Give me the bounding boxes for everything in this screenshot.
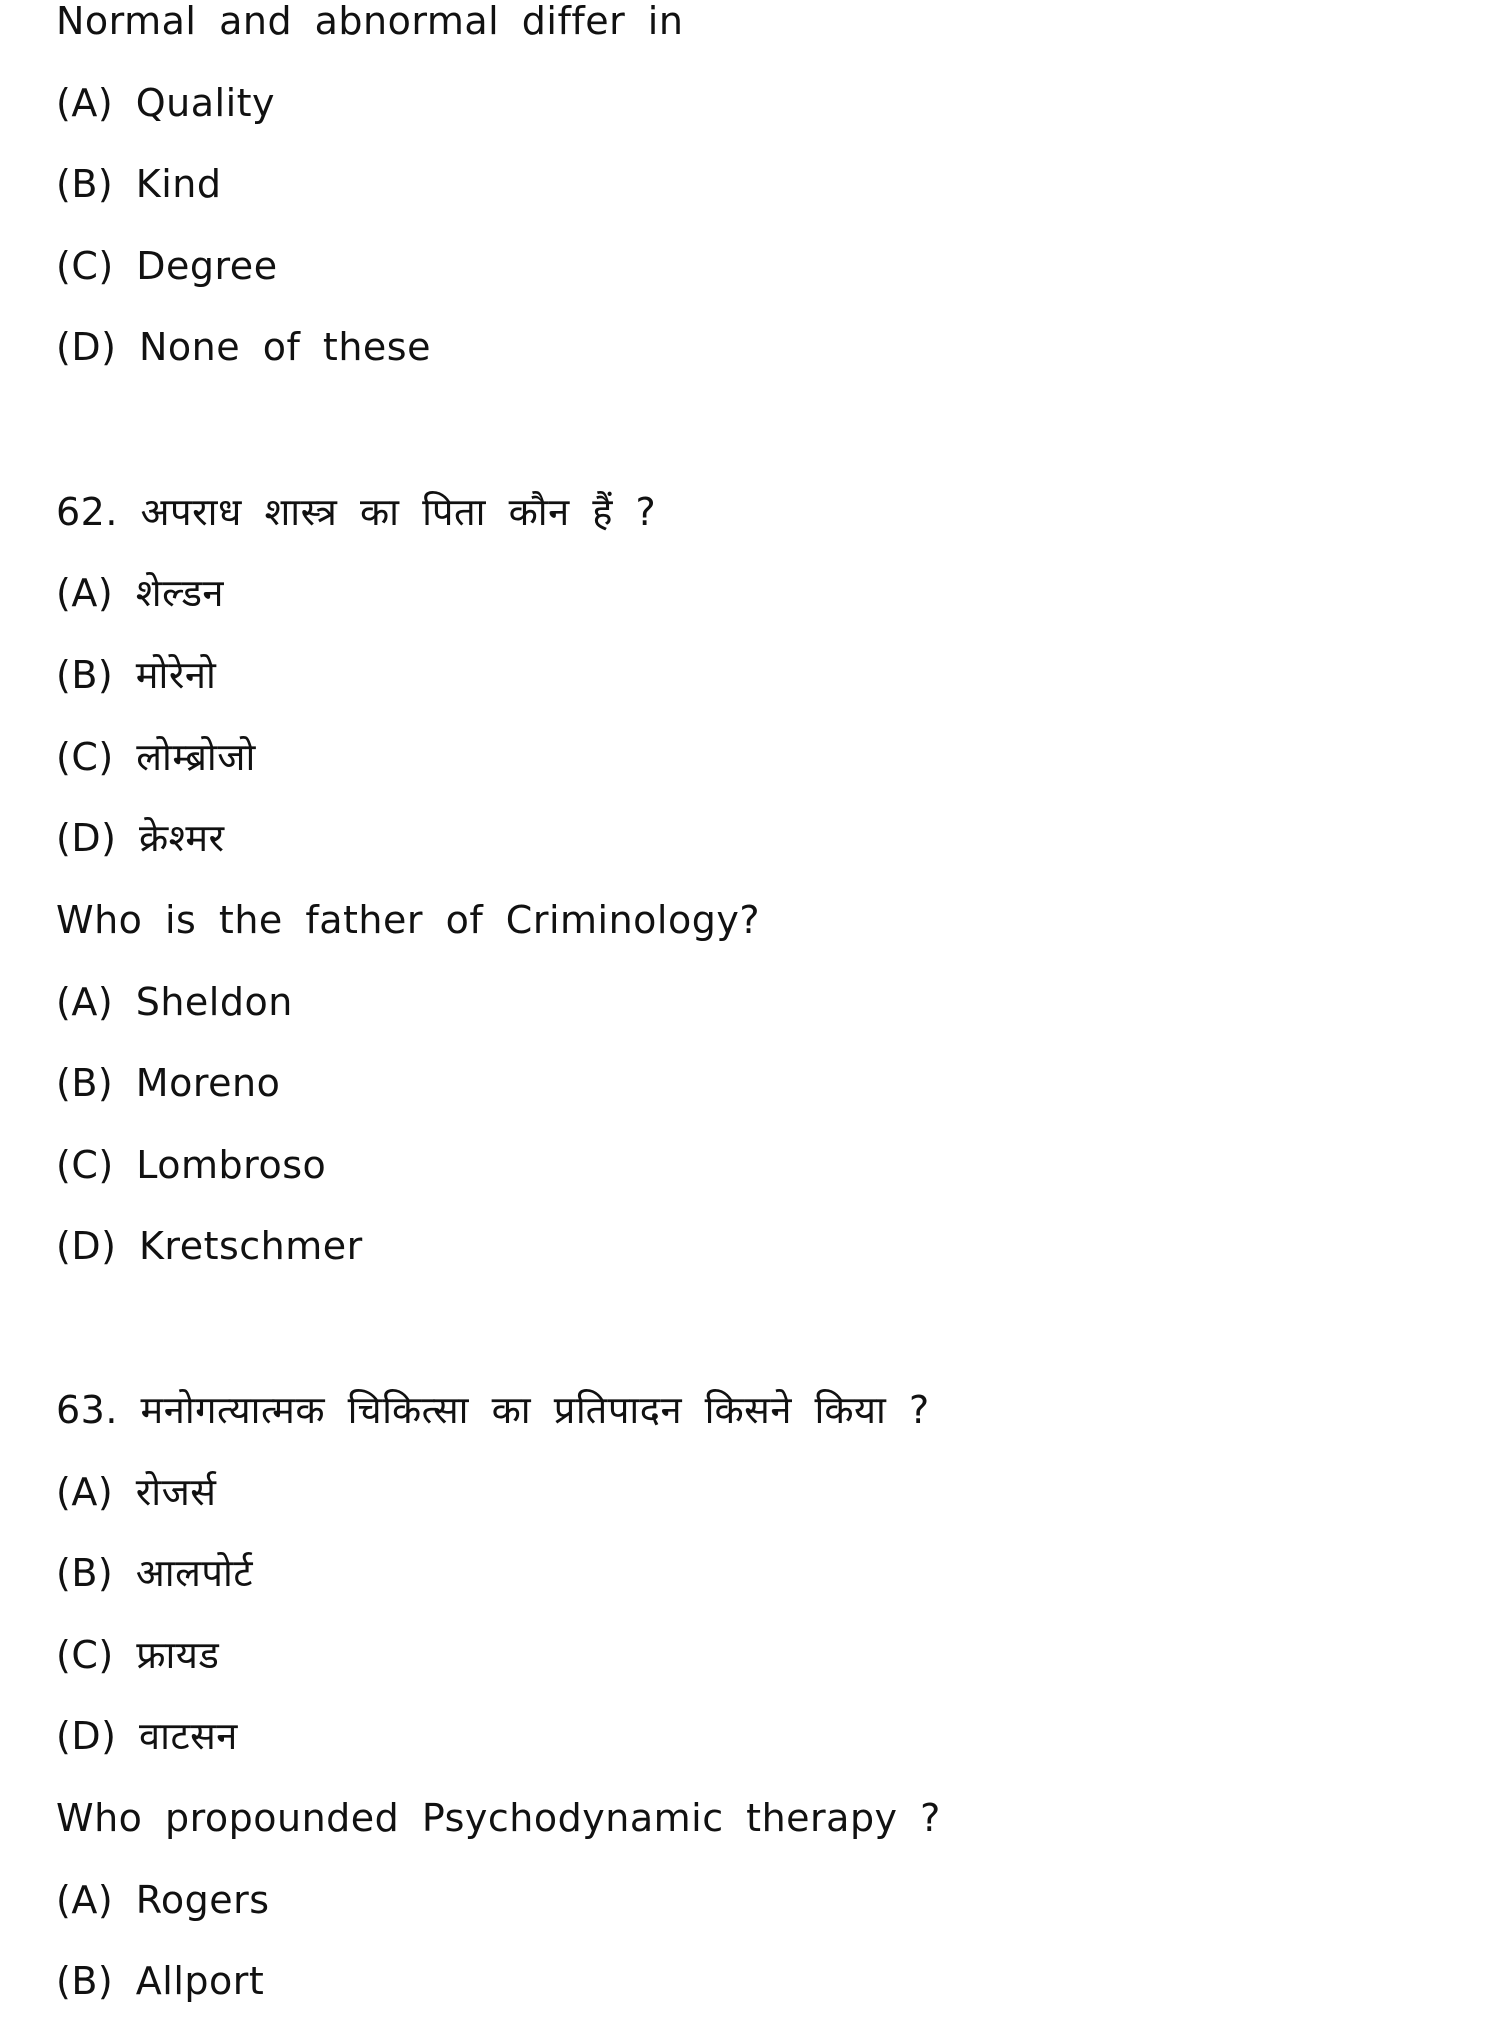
q61-question-text: Normal and abnormal differ in xyxy=(56,0,684,43)
q61-option-c: (C) Degree xyxy=(56,244,278,288)
q62-question-hindi: 62. अपराध शास्त्र का पिता कौन हैं ? xyxy=(56,490,657,534)
q61-option-b: (B) Kind xyxy=(56,162,222,206)
q62-option-a: (A) Sheldon xyxy=(56,980,293,1024)
q63-option-c-hindi: (C) फ्रायड xyxy=(56,1633,220,1677)
q62-option-c-hindi: (C) लोम्ब्रोजो xyxy=(56,735,256,779)
q62-option-b-hindi: (B) मोरेनो xyxy=(56,653,217,697)
q63-option-d-hindi: (D) वाटसन xyxy=(56,1714,238,1758)
q62-option-d: (D) Kretschmer xyxy=(56,1224,363,1268)
q63-option-a: (A) Rogers xyxy=(56,1878,270,1922)
q62-option-b: (B) Moreno xyxy=(56,1061,281,1105)
q61-option-a: (A) Quality xyxy=(56,81,276,125)
q63-question-hindi: 63. मनोगत्यात्मक चिकित्सा का प्रतिपादन किसने किया ? xyxy=(56,1388,930,1432)
q63-option-a-hindi: (A) रोजर्स xyxy=(56,1470,217,1514)
q62-option-a-hindi: (A) शेल्डन xyxy=(56,571,224,615)
q62-option-c: (C) Lombroso xyxy=(56,1143,327,1187)
q62-option-d-hindi: (D) क्रेश्मर xyxy=(56,816,225,860)
q62-question-english: Who is the father of Criminology? xyxy=(56,898,761,942)
q61-option-d: (D) None of these xyxy=(56,325,431,369)
q63-option-b-hindi: (B) आलपोर्ट xyxy=(56,1551,253,1595)
q63-option-b: (B) Allport xyxy=(56,1959,265,2003)
q63-question-english: Who propounded Psychodynamic therapy ? xyxy=(56,1796,941,1840)
